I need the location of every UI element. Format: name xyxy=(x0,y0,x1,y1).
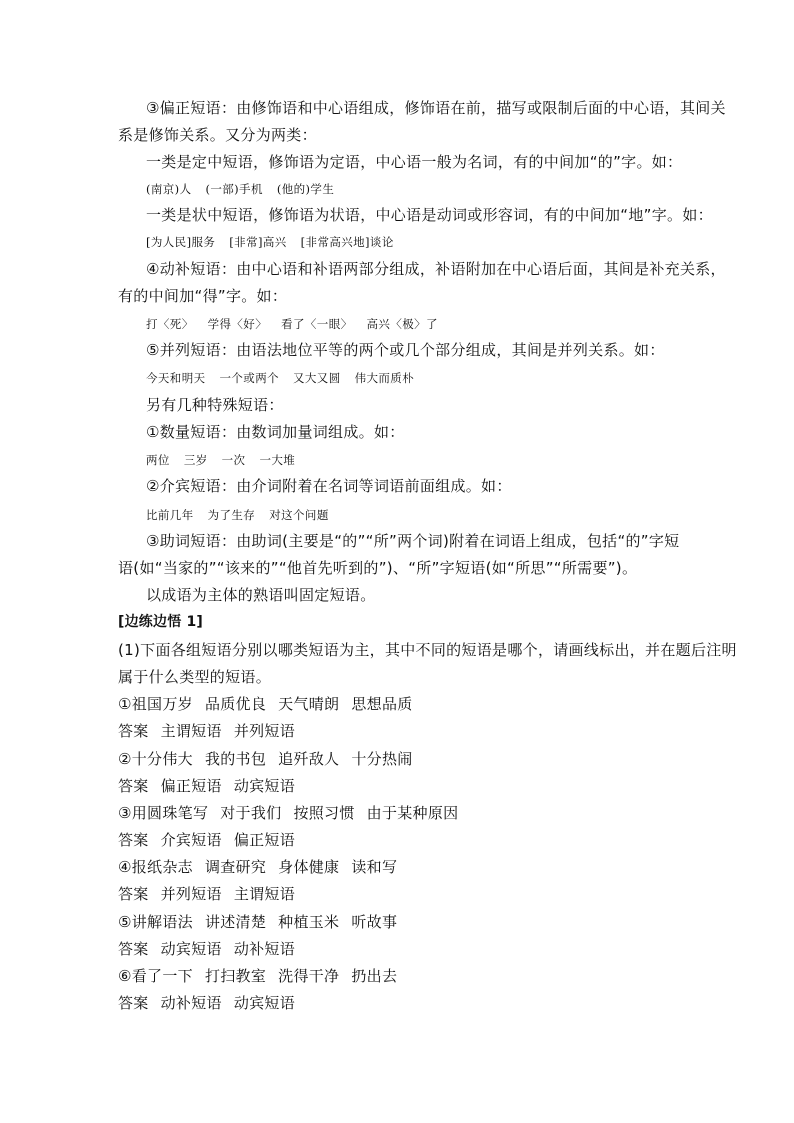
example-item: 比前几年 xyxy=(146,508,194,522)
question-line1: (1)下面各组短语分别以哪类短语为主，其中不同的短语是哪个，请画线标出，并在题后注明 xyxy=(118,641,737,659)
phrase-item: 十分热闹 xyxy=(351,750,413,768)
example-complement-phrases xyxy=(146,314,438,334)
phrase-group-1 xyxy=(118,694,413,714)
example-prepositional-phrases xyxy=(146,505,329,525)
example-item: (南京)人 xyxy=(146,182,192,196)
answer-type: 并列短语 xyxy=(160,885,222,903)
paragraph-complement-phrase-line2: 有的中间加“得”字。如： xyxy=(118,287,288,305)
phrase-group-4 xyxy=(118,857,397,877)
answer-group-3 xyxy=(118,830,295,850)
answer-type: 偏正短语 xyxy=(160,777,222,795)
phrase-group-6 xyxy=(118,966,397,986)
answer-type: 动宾短语 xyxy=(233,777,296,795)
example-item: 一大堆 xyxy=(259,453,296,467)
example-item: 为了生存 xyxy=(207,508,256,522)
example-item: [为人民]服务 xyxy=(146,235,216,249)
answer-group-5 xyxy=(118,939,295,959)
phrase-item: ③用圆珠笔写 xyxy=(118,804,209,822)
example-item: 今天和明天 xyxy=(146,371,206,385)
answer-type: 主谓短语 xyxy=(233,885,296,903)
example-attributive-phrases xyxy=(146,179,334,199)
phrase-item: 洗得干净 xyxy=(278,967,340,985)
paragraph-auxiliary-phrase-line1: ③助词短语：由助词(主要是“的”“所”两个词)附着在词语上组成，包括“的”字短 xyxy=(146,532,680,550)
example-item: 伟大而质朴 xyxy=(354,371,415,385)
paragraph-attributive-phrase: 一类是定中短语，修饰语为定语，中心语一般为名词，有的中间加“的”字。如： xyxy=(146,153,683,171)
phrase-item: 对于我们 xyxy=(220,804,282,822)
example-item: 两位 xyxy=(146,453,170,467)
phrase-item: 听故事 xyxy=(351,913,398,931)
phrase-group-3 xyxy=(118,803,458,823)
answer-label: 答案 xyxy=(118,777,149,795)
phrase-item: 身体健康 xyxy=(278,858,340,876)
phrase-item: 我的书包 xyxy=(204,750,267,768)
paragraph-modifier-phrase-line1: ③偏正短语：由修饰语和中心语组成，修饰语在前，描写或限制后面的中心语，其间关 xyxy=(146,99,726,117)
example-item: 打〈死〉 xyxy=(146,317,194,331)
answer-group-6 xyxy=(118,993,295,1013)
answer-label: 答案 xyxy=(118,885,149,903)
phrase-group-5 xyxy=(118,912,397,932)
answer-group-1 xyxy=(118,721,295,741)
question-line2: 属于什么类型的短语。 xyxy=(118,668,272,686)
example-item: 看了〈一眼〉 xyxy=(281,317,353,331)
example-item: 学得〈好〉 xyxy=(207,317,268,331)
paragraph-modifier-phrase-line2: 系是修饰关系。又分为两类： xyxy=(118,126,317,144)
paragraph-auxiliary-phrase-line2: 语(如“当家的”“该来的”“他首先听到的”)、“所”字短语(如“所思”“所需要”)。 xyxy=(118,559,638,577)
phrase-item: ④报纸杂志 xyxy=(118,858,193,876)
phrase-item: 天气晴朗 xyxy=(278,695,340,713)
answer-label: 答案 xyxy=(118,831,149,849)
paragraph-numeral-phrase: ①数量短语：由数词加量词组成。如： xyxy=(146,423,405,441)
example-adverbial-phrases xyxy=(146,232,394,252)
phrase-item: 调查研究 xyxy=(204,858,267,876)
answer-type: 动宾短语 xyxy=(160,940,222,958)
example-item: 又大又圆 xyxy=(293,371,341,385)
phrase-item: ②十分伟大 xyxy=(118,750,193,768)
paragraph-prepositional-phrase: ②介宾短语：由介词附着在名词等词语前面组成。如： xyxy=(146,477,512,495)
answer-type: 介宾短语 xyxy=(160,831,222,849)
example-item: 对这个问题 xyxy=(269,508,329,522)
phrase-item: 讲述清楚 xyxy=(204,913,267,931)
phrase-item: 思想品质 xyxy=(351,695,413,713)
phrase-item: ⑥看了一下 xyxy=(118,967,193,985)
phrase-item: 追歼敌人 xyxy=(278,750,340,768)
example-coordinate-phrases xyxy=(146,368,414,388)
phrase-item: 按照习惯 xyxy=(293,804,355,822)
answer-group-2 xyxy=(118,776,295,796)
phrase-item: 种植玉米 xyxy=(278,913,340,931)
phrase-item: 由于某种原因 xyxy=(366,804,459,822)
phrase-item: 品质优良 xyxy=(204,695,267,713)
phrase-item: 读和写 xyxy=(351,858,398,876)
answer-type: 主谓短语 xyxy=(160,722,222,740)
answer-type: 偏正短语 xyxy=(233,831,296,849)
example-item: 三岁 xyxy=(183,453,208,467)
answer-type: 动宾短语 xyxy=(233,994,296,1012)
answer-type: 动补短语 xyxy=(233,940,296,958)
phrase-item: ①祖国万岁 xyxy=(118,695,193,713)
answer-label: 答案 xyxy=(118,722,149,740)
example-item: [非常]高兴 xyxy=(229,235,287,249)
answer-label: 答案 xyxy=(118,940,149,958)
answer-label: 答案 xyxy=(118,994,149,1012)
phrase-item: 扔出去 xyxy=(351,967,398,985)
paragraph-fixed-phrase: 以成语为主体的熟语叫固定短语。 xyxy=(146,586,376,604)
paragraph-coordinate-phrase: ⑤并列短语：由语法地位平等的两个或几个部分组成，其间是并列关系。如： xyxy=(146,341,665,359)
example-numeral-phrases xyxy=(146,450,295,470)
example-item: 一次 xyxy=(221,453,246,467)
example-item: (他的)学生 xyxy=(276,182,335,196)
example-item: [非常高兴地]谈论 xyxy=(300,235,394,249)
answer-group-4 xyxy=(118,884,295,904)
phrase-item: 打扫教室 xyxy=(204,967,267,985)
phrase-item: ⑤讲解语法 xyxy=(118,913,193,931)
example-item: (一部)手机 xyxy=(205,182,263,196)
paragraph-adverbial-phrase: 一类是状中短语，修饰语为状语，中心语是动词或形容词，有的中间加“地”字。如： xyxy=(146,206,713,224)
section-title-practice: [边练边悟 1] xyxy=(118,614,204,630)
paragraph-special-phrases: 另有几种特殊短语： xyxy=(146,396,284,414)
phrase-group-2 xyxy=(118,749,413,769)
answer-type: 动补短语 xyxy=(160,994,222,1012)
example-item: 高兴〈极〉了 xyxy=(366,317,438,331)
answer-type: 并列短语 xyxy=(233,722,296,740)
example-item: 一个或两个 xyxy=(219,371,279,385)
paragraph-complement-phrase-line1: ④动补短语：由中心语和补语两部分组成，补语附加在中心语后面，其间是补充关系， xyxy=(146,260,726,278)
